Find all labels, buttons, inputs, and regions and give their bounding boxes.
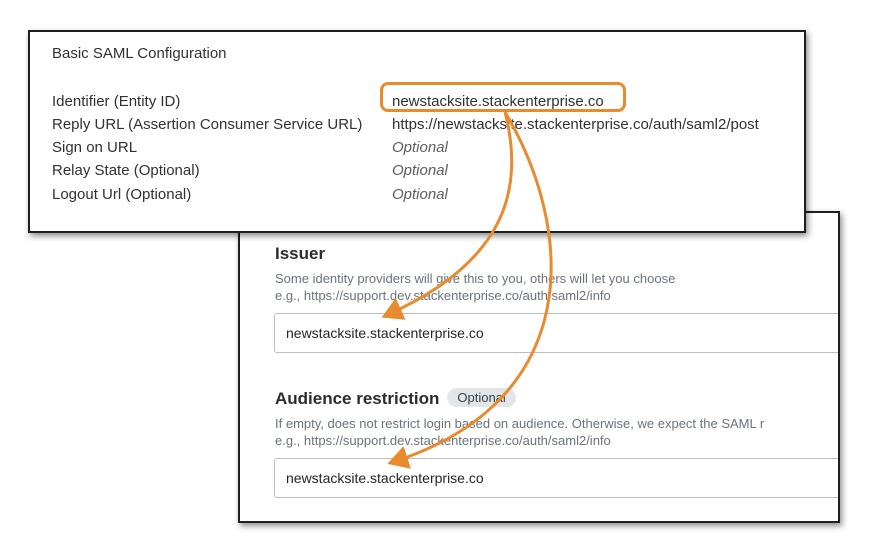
saml-row-key: Identifier (Entity ID): [52, 93, 181, 110]
saml-row-value: Optional: [392, 139, 448, 156]
saml-row-reply-url: [52, 114, 792, 136]
issuer-input[interactable]: newstacksite.stackenterprise.co: [274, 313, 840, 353]
audience-field-group: [275, 388, 764, 449]
audience-description: If empty, does not restrict login based on audience. Otherwise, we expect the SAML r: [275, 416, 765, 431]
issuer-description: Some identity providers will give this to you, others will let you choose: [275, 271, 676, 286]
sso-settings-panel: [238, 211, 840, 523]
saml-row-logout-url: [52, 184, 792, 206]
panel-title: Basic SAML Configuration: [52, 45, 227, 62]
saml-row-key: Sign on URL: [52, 139, 138, 156]
identifier-highlight-box: [380, 82, 626, 112]
saml-row-value: Optional: [392, 162, 448, 179]
basic-saml-configuration-panel: [28, 30, 806, 233]
saml-row-key: Logout Url (Optional): [52, 186, 192, 203]
saml-row-sign-on-url: [52, 137, 792, 159]
issuer-field-group: [275, 244, 675, 304]
optional-badge: Optional: [447, 388, 515, 407]
audience-label-text: Audience restriction: [275, 389, 440, 408]
audience-label: [275, 388, 764, 409]
audience-input[interactable]: newstacksite.stackenterprise.co: [274, 458, 840, 498]
saml-row-relay-state: [52, 160, 792, 182]
saml-row-value: newstacksite.stackenterprise.co: [392, 93, 604, 110]
issuer-example: e.g., https://support.dev.stackenterprise.co/auth/saml2/info: [275, 288, 611, 303]
issuer-label: Issuer: [275, 244, 326, 263]
saml-row-value: Optional: [392, 186, 448, 203]
saml-row-value: https://newstacksite.stackenterprise.co/auth/saml2/post: [392, 116, 759, 133]
saml-row-key: Relay State (Optional): [52, 162, 200, 179]
audience-example: e.g., https://support.dev.stackenterprise.co/auth/saml2/info: [275, 433, 611, 448]
saml-row-key: Reply URL (Assertion Consumer Service URL): [52, 116, 363, 133]
